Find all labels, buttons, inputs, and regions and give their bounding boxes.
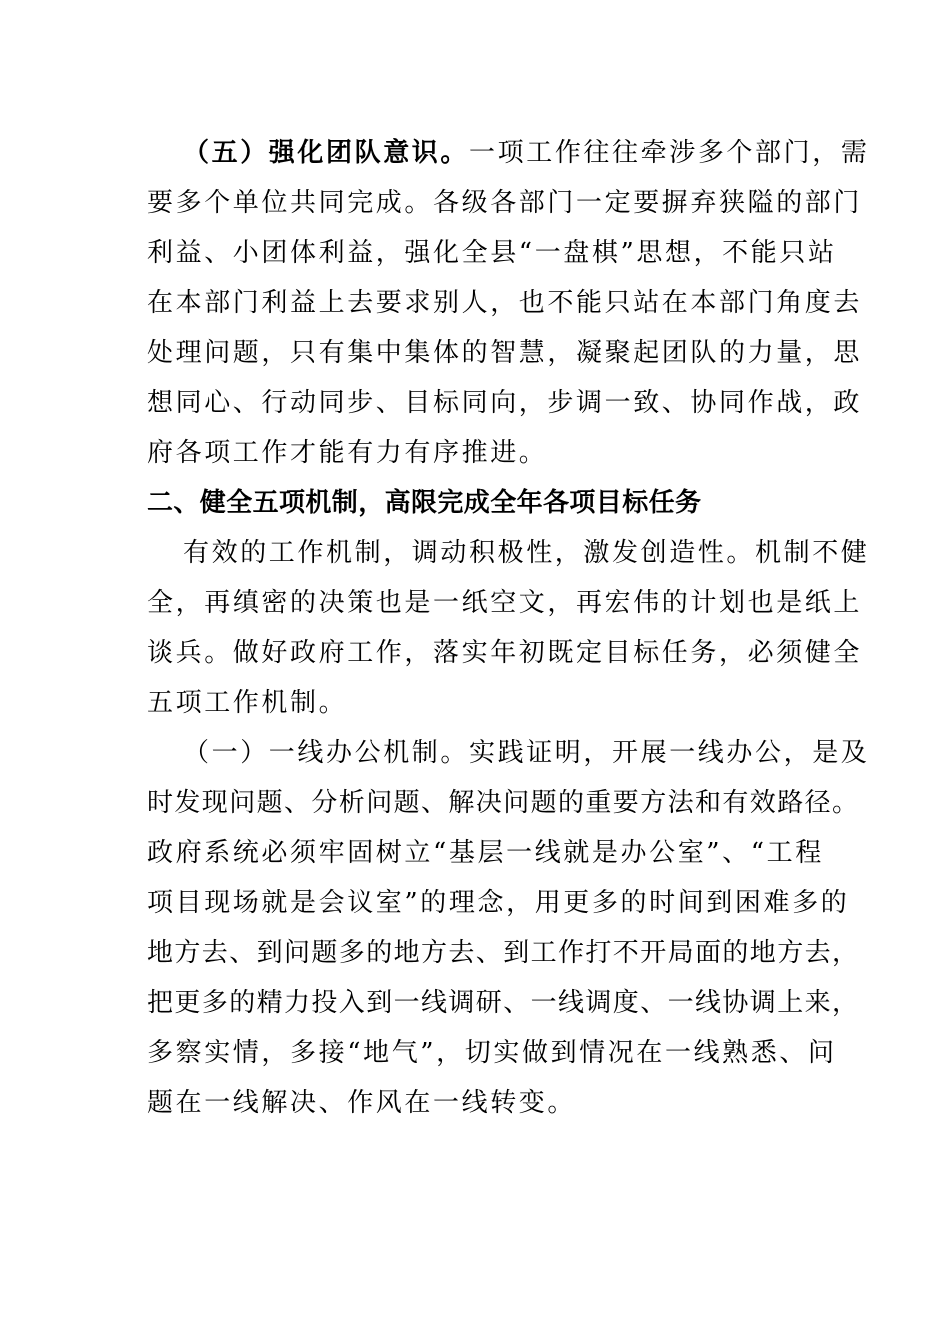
section5-title: （五）强化团队意识。 — [183, 138, 470, 168]
section5-line-4: 处理问题，只有集中集体的智慧，凝聚起团队的力量，思 — [147, 338, 863, 368]
section2-heading: 二、健全五项机制，高限完成全年各项目标任务 — [147, 488, 702, 518]
item1-line-1: 时发现问题、分析问题、解决问题的重要方法和有效路径。 — [147, 788, 860, 818]
section2-intro-line-3: 五项工作机制。 — [147, 688, 348, 718]
section5-line-1: 要多个单位共同完成。各级各部门一定要摒弃狭隘的部门 — [147, 188, 863, 218]
item1-line-3: 项目现场就是会议室”的理念，用更多的时间到困难多的 — [147, 888, 850, 918]
section5-line-2: 利益、小团体利益，强化全县“一盘棋”思想，不能只站 — [147, 238, 837, 268]
section5-line-5: 想同心、行动同步、目标同向，步调一致、协同作战，政 — [147, 388, 863, 418]
item1-line-7: 题在一线解决、作风在一线转变。 — [147, 1088, 577, 1118]
section5-line-0: 一项工作往往牵涉多个部门，需 — [469, 138, 870, 168]
item1-line-4: 地方去、到问题多的地方去、到工作打不开局面的地方去， — [147, 938, 860, 968]
section2-intro-line-0: 有效的工作机制，调动积极性，激发创造性。机制不健 — [183, 538, 870, 568]
section5-line-6: 府各项工作才能有力有序推进。 — [147, 438, 548, 468]
item1-line-6: 多察实情，多接“地气”，切实做到情况在一线熟悉、问 — [147, 1038, 837, 1068]
item1-line-2: 政府系统必须牢固树立“基层一线就是办公室”、“工程 — [147, 838, 824, 868]
item1-line-5: 把更多的精力投入到一线调研、一线调度、一线协调上来， — [147, 988, 860, 1018]
section2-intro-line-2: 谈兵。做好政府工作，落实年初既定目标任务，必须健全 — [147, 638, 863, 668]
section5-first-line — [183, 136, 870, 170]
item1-line-0: （一）一线办公机制。实践证明，开展一线办公，是及 — [183, 738, 870, 768]
section5-line-3: 在本部门利益上去要求别人，也不能只站在本部门角度去 — [147, 288, 863, 318]
section2-intro-line-1: 全，再缜密的决策也是一纸空文，再宏伟的计划也是纸上 — [147, 588, 863, 618]
